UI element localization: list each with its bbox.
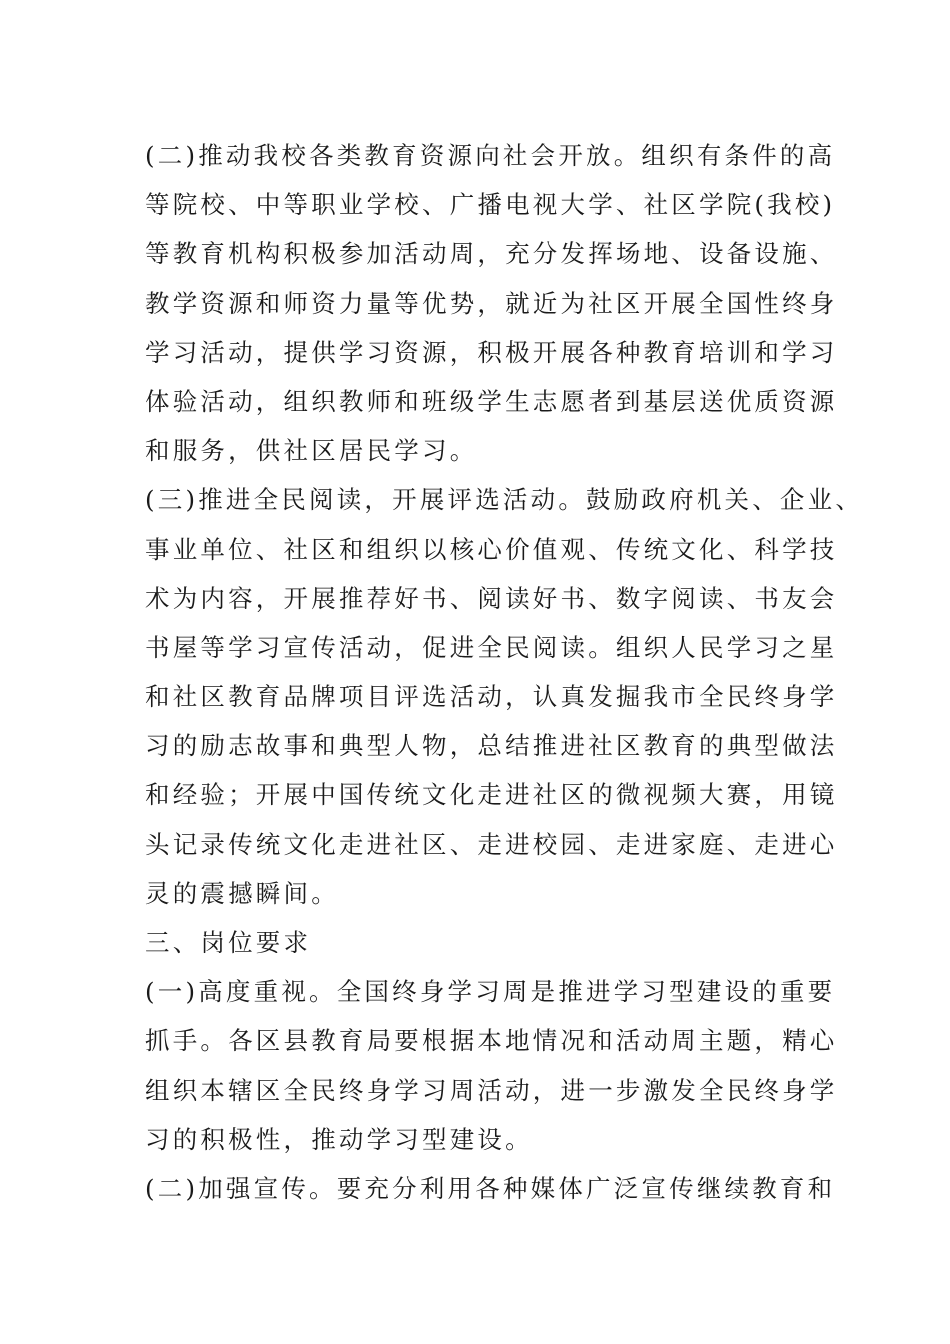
text-line: (一)高度重视。全国终身学习周是推进学习型建设的重要 xyxy=(145,977,836,1007)
text-line: 等院校、中等职业学校、广播电视大学、社区学院(我校) xyxy=(145,190,836,220)
text-line: 和经验；开展中国传统文化走进社区的微视频大赛，用镜 xyxy=(145,780,838,810)
document-body xyxy=(145,131,864,1213)
text-line: 教学资源和师资力量等优势，就近为社区开展全国性终身 xyxy=(145,288,838,318)
text-line: 书屋等学习宣传活动，促进全民阅读。组织人民学习之星 xyxy=(145,632,838,662)
text-line: 事业单位、社区和组织以核心价值观、传统文化、科学技 xyxy=(145,534,838,564)
section-heading: 三、岗位要求 xyxy=(145,928,312,957)
text-line: 等教育机构积极参加活动周，充分发挥场地、设备设施、 xyxy=(145,239,838,269)
text-line: (二)加强宣传。要充分利用各种媒体广泛宣传继续教育和 xyxy=(145,1173,836,1203)
text-line: 抓手。各区县教育局要根据本地情况和活动周主题，精心 xyxy=(145,1026,838,1056)
text-line: 习的励志故事和典型人物，总结推进社区教育的典型做法 xyxy=(145,731,838,761)
text-line: 头记录传统文化走进社区、走进校园、走进家庭、走进心 xyxy=(145,829,838,859)
text-line: 组织本辖区全民终身学习周活动，进一步激发全民终身学 xyxy=(145,1075,838,1105)
text-line: (三)推进全民阅读，开展评选活动。鼓励政府机关、企业、 xyxy=(145,485,864,515)
text-line: 和服务，供社区居民学习。 xyxy=(145,436,478,466)
text-line: 术为内容，开展推荐好书、阅读好书、数字阅读、书友会 xyxy=(145,583,838,613)
text-line: 和社区教育品牌项目评选活动，认真发掘我市全民终身学 xyxy=(145,682,838,712)
text-line: 体验活动，组织教师和班级学生志愿者到基层送优质资源 xyxy=(145,386,838,416)
text-line: 灵的震撼瞬间。 xyxy=(145,878,339,908)
text-line: 学习活动，提供学习资源，积极开展各种教育培训和学习 xyxy=(145,337,838,367)
text-line: 习的积极性，推动学习型建设。 xyxy=(145,1124,533,1154)
text-line: (二)推动我校各类教育资源向社会开放。组织有条件的高 xyxy=(145,141,836,170)
